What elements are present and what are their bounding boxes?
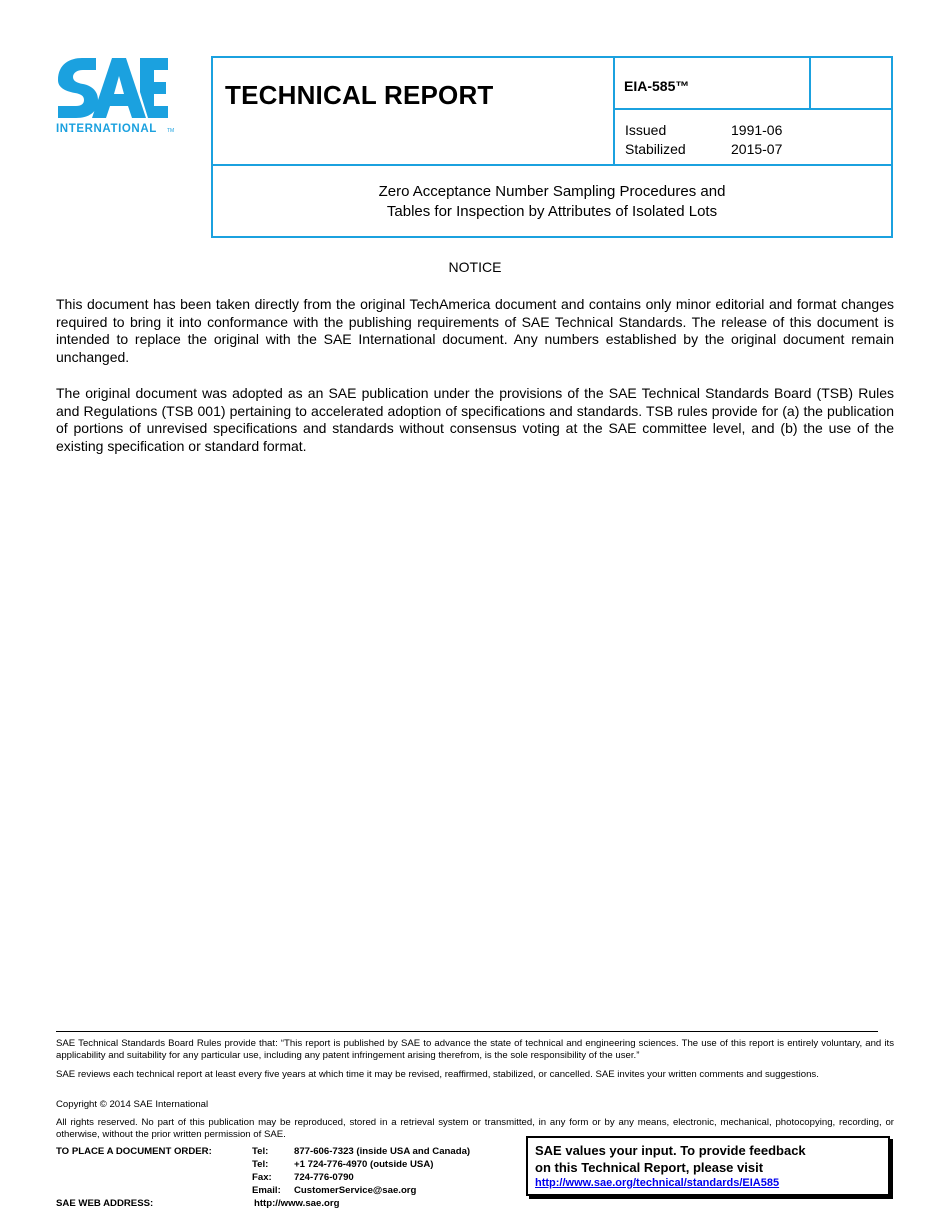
report-type-title: TECHNICAL REPORT [225, 80, 494, 110]
notice-paragraph-1: This document has been taken directly from the original TechAmerica document and contains only minor editorial and format changes required to bring it into conformance with the publishing requirements of SAE Technical Standards. The release of this document is intended to replace the original with the SAE International document. Any numbers established by the original document remain unchanged. [56, 296, 894, 365]
stabilized-row [625, 141, 782, 157]
feedback-line-1: SAE values your input. To provide feedback [535, 1143, 806, 1158]
web-address-label: SAE WEB ADDRESS: [56, 1198, 154, 1209]
document-title-line-2: Tables for Inspection by Attributes of Isolated Lots [386, 203, 718, 220]
report-header-box [211, 56, 893, 238]
empty-header-cell [811, 58, 893, 110]
sae-logo-graphic [56, 56, 180, 136]
sae-international-logo [56, 56, 180, 136]
tel-value: +1 724-776-4970 (outside USA) [294, 1159, 434, 1170]
fax-label: Fax: [252, 1172, 272, 1183]
feedback-link[interactable]: http://www.sae.org/technical/standards/EIA585 [535, 1177, 780, 1189]
document-title-line-1: Zero Acceptance Number Sampling Procedures and [378, 183, 726, 200]
tel-outside-usa [252, 1159, 433, 1170]
email-value[interactable]: CustomerService@sae.org [294, 1185, 417, 1196]
issued-value: 1991-06 [731, 122, 783, 138]
feedback-line-2: on this Technical Report, please visit [535, 1160, 764, 1175]
fax [252, 1172, 354, 1183]
notice-paragraph-2: The original document was adopted as an SAE publication under the provisions of the SAE Technical Standards Board (TSB) Rules and Regulations (TSB 001) pertaining to accelerated adoption of specifications and standards. TSB rules provide for (a) the publication of portions of unrevised specifications and standards without consensus voting at the SAE committee level, and (b) the use of the existing specification or standard format. [56, 385, 894, 454]
issued-row [625, 122, 782, 138]
svg-text:INTERNATIONAL: INTERNATIONAL [56, 123, 157, 135]
copyright-text: Copyright © 2014 SAE International [56, 1099, 209, 1110]
svg-text:TM: TM [167, 128, 175, 134]
web-address-value[interactable]: http://www.sae.org [254, 1198, 340, 1209]
review-text: SAE reviews each technical report at least every five years at which time it may be revised, reaffirmed, stabilized, or cancelled. SAE invites your written comments and suggestions. [56, 1069, 819, 1080]
title-cell [213, 58, 615, 166]
tel-inside-usa [252, 1146, 470, 1157]
document-title-cell [213, 166, 891, 236]
issued-label: Issued [625, 122, 667, 138]
notice-heading: NOTICE [448, 259, 502, 275]
document-title [213, 182, 891, 222]
email [252, 1185, 416, 1196]
footer-divider [56, 1031, 878, 1032]
tel-value: 877-606-7323 (inside USA and Canada) [294, 1146, 471, 1157]
email-label: Email: [252, 1185, 281, 1196]
document-number: EIA-585™ [624, 78, 690, 94]
tel-label: Tel: [252, 1146, 269, 1157]
feedback-box [526, 1136, 890, 1196]
dates-cell [615, 110, 893, 166]
stabilized-label: Stabilized [625, 141, 686, 157]
tsb-rules-text: SAE Technical Standards Board Rules provide that: “This report is published by SAE to advance the state of technical and engineering sciences. The use of this report is entirely voluntary, and its applicability and suitability for any particular use, including any patent infringement arising therefrom, is the sole responsibility of the user.” [56, 1038, 894, 1061]
rights-text: All rights reserved. No part of this publication may be reproduced, stored in a retrieval system or transmitted, in any form or by any means, electronic, mechanical, photocopying, recording, or otherwise, without the prior written permission of SAE. [56, 1117, 894, 1140]
order-label: TO PLACE A DOCUMENT ORDER: [56, 1146, 212, 1157]
tel-label: Tel: [252, 1159, 269, 1170]
stabilized-value: 2015-07 [731, 141, 783, 157]
fax-value: 724-776-0790 [294, 1172, 354, 1183]
doc-number-cell [615, 58, 811, 110]
